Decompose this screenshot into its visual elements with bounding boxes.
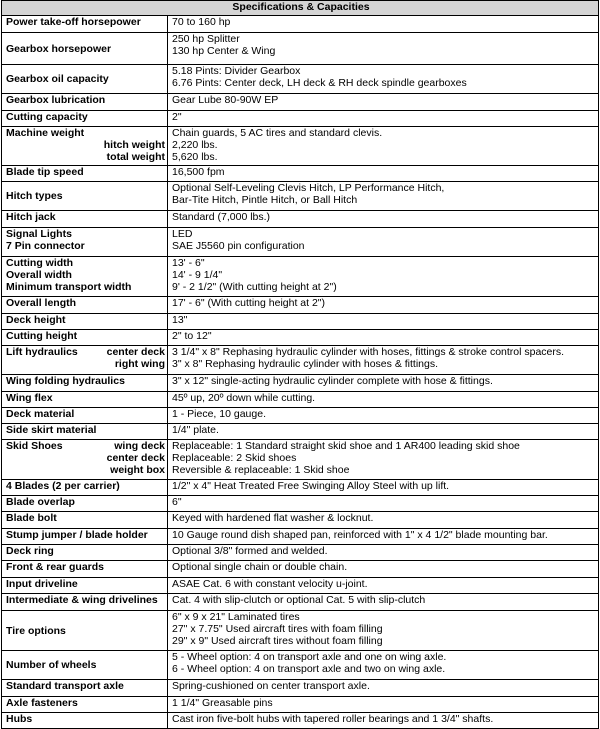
- spec-row: [2, 594, 599, 611]
- spec-label-text: Deck height: [6, 314, 66, 326]
- spec-label: [2, 346, 168, 375]
- spec-label: [2, 440, 168, 480]
- spec-value-line: Gear Lube 80-90W EP: [172, 94, 279, 106]
- spec-row: [2, 680, 599, 697]
- spec-label-text: Front & rear guards: [6, 561, 105, 573]
- spec-label-text: Tire options: [6, 624, 66, 637]
- spec-label-sub: hitch weight: [103, 139, 165, 151]
- spec-value-line: Optional single chain or double chain.: [172, 561, 348, 573]
- spec-label: [2, 211, 168, 228]
- spec-label: [2, 496, 168, 512]
- spec-row: [2, 33, 599, 65]
- spec-label: [2, 680, 168, 697]
- spec-label-sub: weight box: [110, 464, 165, 476]
- spec-value: [168, 594, 599, 611]
- spec-label-text: Hitch jack: [6, 211, 56, 223]
- spec-row: [2, 545, 599, 561]
- spec-label-sub: right wing: [114, 358, 165, 370]
- spec-row: [2, 512, 599, 529]
- spec-value-line: 2" to 12": [172, 330, 212, 342]
- spec-value: [168, 545, 599, 561]
- spec-label-text: Overall width: [6, 269, 72, 281]
- spec-value-line: 5,620 lbs.: [172, 151, 218, 163]
- spec-row: [2, 496, 599, 512]
- spec-row: [2, 561, 599, 578]
- spec-row: [2, 651, 599, 680]
- spec-value-line: 6": [172, 496, 182, 508]
- spec-value: [168, 480, 599, 496]
- spec-label: [2, 33, 168, 65]
- spec-label-sub: wing deck: [114, 440, 165, 452]
- spec-label-text: Signal Lights: [6, 228, 72, 240]
- spec-row: [2, 392, 599, 408]
- spec-label: [2, 408, 168, 424]
- spec-value-line: Cat. 4 with slip-clutch or optional Cat. 5 with slip-clutch: [172, 594, 426, 606]
- spec-label-main: Machine weight: [6, 127, 85, 139]
- spec-value: [168, 297, 599, 314]
- spec-label-text: Minimum transport width: [6, 281, 132, 293]
- spec-label-sub: total weight: [106, 151, 165, 163]
- spec-value: [168, 375, 599, 392]
- spec-value-line: LED: [172, 228, 193, 240]
- spec-value: [168, 228, 599, 257]
- spec-value: [168, 697, 599, 713]
- spec-value-line: 2": [172, 111, 182, 123]
- spec-value: [168, 166, 599, 182]
- spec-label-text: Blade overlap: [6, 496, 75, 508]
- spec-label: [2, 330, 168, 346]
- spec-value-line: 130 hp Center & Wing: [172, 45, 276, 57]
- spec-row: [2, 297, 599, 314]
- spec-value: [168, 578, 599, 594]
- spec-label: [2, 545, 168, 561]
- spec-row: [2, 611, 599, 651]
- spec-value: [168, 713, 599, 729]
- spec-label: [2, 257, 168, 297]
- spec-label-text: Input driveline: [6, 578, 78, 590]
- spec-value: [168, 561, 599, 578]
- spec-label-sub: center deck: [106, 346, 165, 358]
- spec-label: [2, 94, 168, 111]
- spec-value-line: ASAE Cat. 6 with constant velocity u-joint.: [172, 578, 368, 590]
- spec-row: [2, 440, 599, 480]
- spec-row: [2, 111, 599, 127]
- spec-label-text: Gearbox oil capacity: [6, 73, 109, 85]
- spec-value-line: 13' - 6": [172, 257, 205, 269]
- spec-label-main: Skid Shoes: [6, 440, 63, 452]
- spec-value-line: 17' - 6" (With cutting height at 2"): [172, 297, 326, 309]
- spec-row: [2, 578, 599, 594]
- spec-label-text: Power take-off horsepower: [6, 16, 141, 28]
- spec-value: [168, 211, 599, 228]
- spec-row: [2, 424, 599, 440]
- spec-value: [168, 392, 599, 408]
- spec-label: [2, 480, 168, 496]
- spec-label-text: Deck ring: [6, 545, 54, 557]
- spec-row: [2, 314, 599, 330]
- spec-label: [2, 512, 168, 529]
- spec-value-line: 1 - Piece, 10 gauge.: [172, 408, 266, 420]
- spec-value-line: 1/2" x 4" Heat Treated Free Swinging Alloy Steel with up lift.: [172, 480, 450, 492]
- spec-value-line: 3" x 8" Rephasing hydraulic cylinder with hoses & fittings.: [172, 358, 439, 370]
- spec-label-text: Side skirt material: [6, 424, 97, 436]
- spec-value-line: Chain guards, 5 AC tires and standard clevis.: [172, 127, 383, 139]
- spec-value: [168, 33, 599, 65]
- spec-label: [2, 713, 168, 729]
- spec-row: [2, 228, 599, 257]
- spec-value-line: Optional Self-Leveling Clevis Hitch, LP Performance Hitch,: [172, 182, 445, 194]
- spec-label: [2, 611, 168, 651]
- spec-label-text: Blade tip speed: [6, 166, 84, 178]
- spec-row: [2, 166, 599, 182]
- spec-value-line: 27" x 7.75" Used aircraft tires with foam filling: [172, 623, 383, 635]
- spec-value-line: Standard (7,000 lbs.): [172, 211, 271, 223]
- spec-row: [2, 346, 599, 375]
- spec-label-text: Gearbox lubrication: [6, 94, 106, 106]
- spec-row: [2, 94, 599, 111]
- spec-value-line: Keyed with hardened flat washer & locknut.: [172, 512, 374, 524]
- spec-value-line: 70 to 160 hp: [172, 16, 231, 28]
- spec-value: [168, 346, 599, 375]
- title-row: [2, 1, 599, 16]
- spec-value: [168, 182, 599, 211]
- spec-value: [168, 330, 599, 346]
- spec-label-sub: center deck: [106, 452, 165, 464]
- spec-value: [168, 127, 599, 166]
- spec-label: [2, 594, 168, 611]
- spec-label: [2, 228, 168, 257]
- spec-row: [2, 408, 599, 424]
- spec-value-line: 1/4" plate.: [172, 424, 219, 436]
- spec-label-text: Stump jumper / blade holder: [6, 529, 148, 541]
- spec-value-line: 5.18 Pints: Divider Gearbox: [172, 65, 301, 77]
- spec-value-line: Replaceable: 1 Standard straight skid shoe and 1 AR400 leading skid shoe: [172, 440, 520, 452]
- spec-label: [2, 578, 168, 594]
- spec-label: [2, 111, 168, 127]
- spec-label: [2, 561, 168, 578]
- spec-row: [2, 65, 599, 94]
- spec-label: [2, 529, 168, 545]
- spec-label-text: Standard transport axle: [6, 680, 124, 692]
- spec-label-text: Deck material: [6, 408, 75, 420]
- spec-value: [168, 611, 599, 651]
- spec-value: [168, 651, 599, 680]
- spec-value-line: 13": [172, 314, 188, 326]
- spec-value: [168, 680, 599, 697]
- spec-value: [168, 408, 599, 424]
- spec-table: [1, 0, 599, 729]
- spec-value-line: 9' - 2 1/2" (With cutting height at 2"): [172, 281, 337, 293]
- spec-value-line: 6" x 9 x 21" Laminated tires: [172, 611, 300, 623]
- spec-label-text: 7 Pin connector: [6, 240, 85, 252]
- spec-value-line: 6 - Wheel option: 4 on transport axle and two on wing axle.: [172, 663, 446, 675]
- spec-value: [168, 257, 599, 297]
- spec-row: [2, 713, 599, 729]
- spec-value-line: 16,500 fpm: [172, 166, 225, 178]
- spec-value: [168, 496, 599, 512]
- spec-value-line: 10 Gauge round dish shaped pan, reinforced with 1" x 4 1/2" blade mounting bar.: [172, 529, 548, 541]
- spec-value-line: 3" x 12" single-acting hydraulic cylinder complete with hose & fittings.: [172, 375, 493, 387]
- spec-value-line: Reversible & replaceable: 1 Skid shoe: [172, 464, 350, 476]
- spec-value: [168, 65, 599, 94]
- spec-row: [2, 697, 599, 713]
- spec-value-line: 1 1/4" Greasable pins: [172, 697, 273, 709]
- spec-value: [168, 424, 599, 440]
- spec-value-line: Bar-Tite Hitch, Pintle Hitch, or Ball Hitch: [172, 194, 358, 206]
- spec-value: [168, 512, 599, 529]
- spec-value: [168, 529, 599, 545]
- spec-row: [2, 127, 599, 166]
- spec-label-text: Cutting height: [6, 330, 78, 342]
- spec-value: [168, 111, 599, 127]
- spec-label: [2, 424, 168, 440]
- spec-label-text: Axle fasteners: [6, 697, 78, 709]
- spec-label-text: Hubs: [6, 713, 33, 725]
- spec-value-line: SAE J5560 pin configuration: [172, 240, 305, 252]
- spec-label: [2, 375, 168, 392]
- spec-value-line: 14' - 9 1/4": [172, 269, 223, 281]
- spec-label: [2, 392, 168, 408]
- spec-label: [2, 182, 168, 211]
- spec-row: [2, 480, 599, 496]
- spec-label: [2, 697, 168, 713]
- spec-label: [2, 651, 168, 680]
- spec-label: [2, 65, 168, 94]
- spec-label: [2, 314, 168, 330]
- spec-label-text: Blade bolt: [6, 512, 57, 524]
- spec-label: [2, 166, 168, 182]
- spec-label-text: Intermediate & wing drivelines: [6, 594, 158, 606]
- spec-row: [2, 182, 599, 211]
- spec-value-line: Cast iron five-bolt hubs with tapered roller bearings and 1 3/4" shafts.: [172, 713, 494, 725]
- spec-value: [168, 94, 599, 111]
- spec-row: [2, 529, 599, 545]
- spec-label-main: Lift hydraulics: [6, 346, 78, 358]
- spec-label-text: Wing flex: [6, 392, 53, 404]
- spec-label: [2, 297, 168, 314]
- spec-row: [2, 16, 599, 33]
- spec-label-text: Overall length: [6, 297, 77, 309]
- spec-value-line: Spring-cushioned on center transport axle.: [172, 680, 370, 692]
- spec-label-text: 4 Blades (2 per carrier): [6, 480, 120, 492]
- spec-value-line: 5 - Wheel option: 4 on transport axle and one on wing axle.: [172, 651, 447, 663]
- spec-label-text: Number of wheels: [6, 659, 97, 671]
- spec-label: [2, 127, 168, 166]
- spec-value: [168, 314, 599, 330]
- spec-label-text: Cutting capacity: [6, 111, 88, 123]
- spec-label: [2, 16, 168, 33]
- spec-label-text: Wing folding hydraulics: [6, 375, 125, 387]
- table-title: Specifications & Capacities: [2, 1, 599, 16]
- spec-value-line: 250 hp Splitter: [172, 33, 240, 45]
- spec-row: [2, 211, 599, 228]
- spec-value-line: 3 1/4" x 8" Rephasing hydraulic cylinder with hoses, fittings & stroke control spacers.: [172, 346, 565, 358]
- spec-value-line: 29" x 9" Used aircraft tires without foam filling: [172, 635, 383, 647]
- spec-value-line: 2,220 lbs.: [172, 139, 218, 151]
- spec-label-text: Cutting width: [6, 257, 74, 269]
- spec-row: [2, 257, 599, 297]
- spec-value-line: Optional 3/8" formed and welded.: [172, 545, 328, 557]
- spec-row: [2, 375, 599, 392]
- spec-label-text: Gearbox horsepower: [6, 42, 112, 55]
- spec-value-line: 45º up, 20º down while cutting.: [172, 392, 316, 404]
- spec-value-line: 6.76 Pints: Center deck, LH deck & RH deck spindle gearboxes: [172, 77, 467, 89]
- spec-value-line: Replaceable: 2 Skid shoes: [172, 452, 297, 464]
- spec-value: [168, 16, 599, 33]
- spec-row: [2, 330, 599, 346]
- spec-value: [168, 440, 599, 480]
- spec-label-text: Hitch types: [6, 190, 63, 202]
